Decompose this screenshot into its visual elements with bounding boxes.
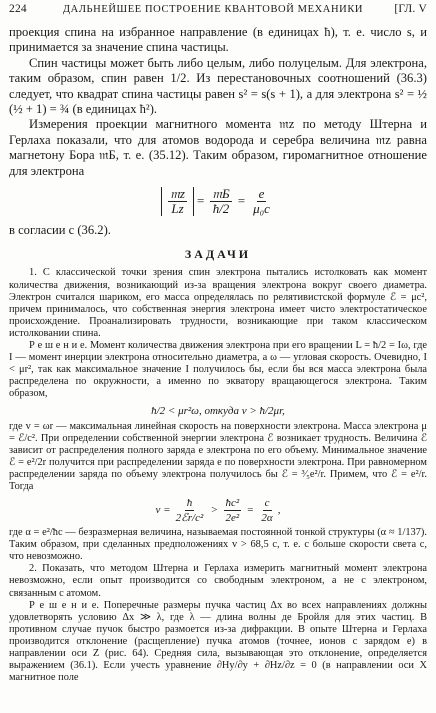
denominator: 2α	[261, 511, 273, 524]
fraction	[224, 496, 242, 525]
equals-sign: =	[196, 193, 205, 209]
absolute-value-bars	[161, 187, 194, 216]
fraction	[210, 187, 231, 216]
solution-paragraph: Р е ш е н и е. Поперечные размеры пучка частиц Δx во всех направлениях должны удовлетворять условию Δx ≫ λ, где λ — длина волны де Бройля для этих частиц. В противном случае пучок быстро размоется из-за дифракции. В опыте Штерна и Герлаха производится отклонение (расщепление) пучка атомов (точнее, ионов с зарядом e) в направлении оси Z (рис. 64). Средняя сила, вызывающая это отклонение, определяется выражением (36.1). Если учесть уравнение ∂Hy/∂y + ∂Hz/∂z = 0 (в направлении оси X магнитное поле	[9, 599, 427, 684]
numerator: ħ	[186, 496, 193, 509]
problem-statement: 2. Показать, что методом Штерна и Герлаха измерить магнитный момент электрона невозможно, если опыт производится со свободным электроном, а не с электроном, связанным с атомом.	[9, 563, 427, 599]
solution-paragraph: где α = e²/ħc — безразмерная величина, называемая постоянной тонкой структуры (α ≈ 1/137). Таким образом, при сделанных предположениях v > 68,5 c, т. е. с больше скорости света c, что невозможно.	[9, 527, 427, 563]
section-title: ЗАДАЧИ	[184, 247, 252, 262]
solution-paragraph: где v = ωr — максимальная линейная скорость на поверхности электрона. Масса электрона μ = ℰ/c². При определении собственной энергии электрона ℰ возникает трудность. Величина ℰ зависит от распределения полного заряда e электрона по его объему. Минимальное значение ℰ = e²/2r получится при распределении заряда e по поверхности электрона. При равномерном распределении заряда по объему электрона получилось бы ℰ = ³⁄₅e²/r. Примем, что ℰ = e²/r. Тогда	[9, 420, 427, 492]
greater-than-sign: >	[211, 504, 218, 517]
fraction	[259, 496, 274, 525]
denominator: Lz	[171, 200, 184, 216]
denominator: ħ/2	[212, 200, 230, 216]
solution-paragraph: Р е ш е н и е. Момент количества движения электрона при его вращении L = ħ/2 = Iω, где I — момент инерции электрона относительно диаметра, а ω — угловая скорость. Очевидно, I < μr², так как максимальное значение I получилось бы, если бы вся масса электрона была распределена по окружности, а именно по экватору вращающегося электрона. Таким образом,	[9, 340, 427, 400]
chapter-label: [ГЛ. V	[394, 3, 427, 15]
paragraph: проекция спина на избранное направление (в единицах ħ), т. е. число s, и принимается за значение спина частицы.	[9, 25, 427, 55]
fraction	[251, 187, 272, 216]
numerator: e	[258, 185, 265, 201]
gyromagnetic-ratio-formula	[9, 179, 427, 223]
equals-sign: =	[247, 504, 254, 517]
problem-statement: 1. С классической точки зрения спин электрона пытались истолковать как момент количества движения, возникающий из-за вращения электрона вокруг своего диаметра. Электрон считался шариком, его масса определялась по релятивистской формуле ℰ = μc², причем принималось, что собственная энергия электрона имеет чисто электростатическое происхождение. Проанализировать трудности, возникающие при таком классическом истолковании спина.	[9, 267, 427, 339]
paragraph: Измерения проекции магнитного момента 𝔪z по методу Штерна и Герлаха показали, что для атомов водорода и серебра величина 𝔪z равна магнетону Бора 𝔪Б, т. е. (35.12). Таким образом, гиромагнитное отношение для электрона	[9, 117, 427, 178]
equals-sign: =	[237, 193, 246, 209]
numerator: c	[264, 496, 270, 509]
paragraph: в согласии с (36.2).	[9, 223, 111, 238]
denominator: μ₀c	[253, 200, 270, 216]
formula-comma: ,	[277, 504, 281, 517]
numerator: 𝔪z	[170, 185, 185, 201]
page-number: 224	[9, 3, 27, 15]
formula-lhs: v =	[155, 504, 171, 517]
fraction	[174, 496, 206, 525]
velocity-formula	[9, 493, 427, 527]
running-title: ДАЛЬНЕЙШЕЕ ПОСТРОЕНИЕ КВАНТОВОЙ МЕХАНИКИ	[62, 4, 364, 15]
inequality-formula: ħ/2 < μr²ω, откуда v > ħ/2μr,	[151, 404, 285, 417]
numerator: ħc²	[225, 496, 240, 509]
problems-section	[9, 267, 427, 684]
denominator: 2ℰr/c²	[175, 511, 204, 524]
fraction	[168, 187, 187, 216]
page-header	[9, 3, 427, 25]
denominator: 2e²	[225, 511, 240, 524]
main-text	[9, 25, 427, 262]
numerator: 𝔪Б	[212, 185, 230, 201]
paragraph: Спин частицы может быть либо целым, либо полуцелым. Для электрона, таким образом, спин равен 1/2. Из перестановочных соотношений (36.3) следует, что квадрат спина частицы равен s² = s(s + 1), а для электрона s² = ½ (½ + 1) = ¾ (в единицах ħ²).	[9, 55, 427, 117]
